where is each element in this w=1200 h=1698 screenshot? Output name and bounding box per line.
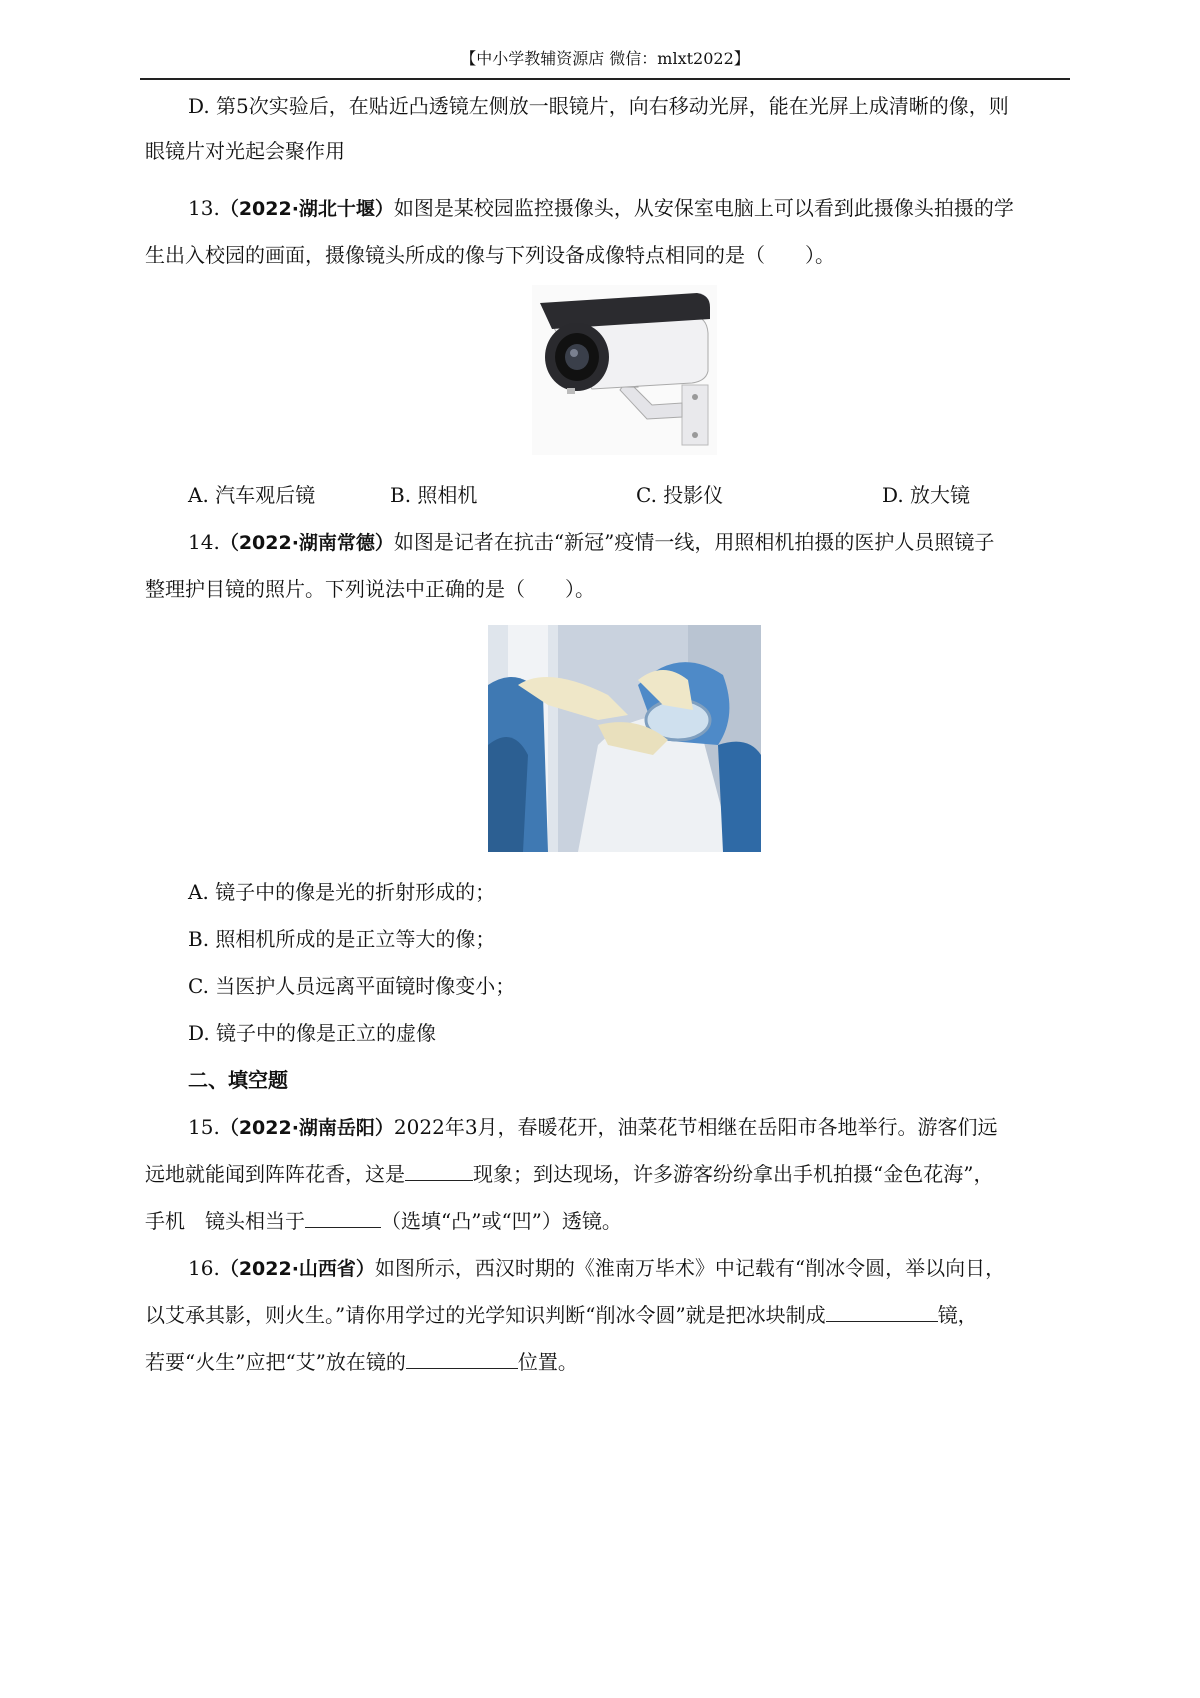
q13-source: （2022·湖北十堰）	[219, 198, 394, 220]
q15-line3-b: （选填“凸”或“凹”）透镜。	[381, 1209, 622, 1233]
q16-line2-b: 镜，	[937, 1303, 978, 1327]
medical-staff-photo	[488, 625, 761, 852]
q13-line1	[188, 193, 1014, 224]
q13-option-a: A. 汽车观后镜	[188, 483, 316, 507]
q16-number: 16.	[188, 1256, 220, 1280]
q16-line1	[188, 1253, 1005, 1284]
q14-option-c: C. 当医护人员远离平面镜时像变小；	[188, 974, 516, 998]
q16-line3	[145, 1347, 578, 1377]
q15-line1	[188, 1112, 998, 1143]
q13-option-c: C. 投影仪	[636, 483, 724, 507]
q13-option-d: D. 放大镜	[882, 483, 971, 507]
q16-stem: 如图所示，西汉时期的《淮南万毕术》中记载有“削冰令圆，举以向日，	[374, 1256, 1006, 1280]
q15-stem: 2022年3月，春暖花开，油菜花节相继在岳阳市各地举行。游客们远	[393, 1115, 998, 1139]
q16-line2-a: 以艾承其影，则火生。”请你用学过的光学知识判断“削冰令圆”就是把冰块制成	[145, 1303, 826, 1327]
q15-number: 15.	[188, 1115, 220, 1139]
q15-line2-a: 远地就能闻到阵阵花香，这是	[145, 1162, 405, 1186]
q16-blank-2[interactable]	[406, 1348, 518, 1369]
q16-line3-b: 位置。	[517, 1350, 578, 1374]
page-header	[140, 48, 1070, 80]
q16-line3-a: 若要“火生”应把“艾”放在镜的	[145, 1350, 406, 1374]
header-text: 【中小学教辅资源店 微信：mlxt2022】	[460, 49, 750, 68]
q15-line3	[145, 1206, 622, 1236]
q14-stem: 如图是记者在抗击“新冠”疫情一线，用照相机拍摄的医护人员照镜子	[393, 530, 995, 554]
q15-blank-2[interactable]	[305, 1207, 381, 1228]
q13-line2: 生出入校园的画面，摄像镜头所成的像与下列设备成像特点相同的是（ ）。	[145, 243, 835, 267]
q13-option-b: B. 照相机	[390, 483, 478, 507]
q15-line2	[145, 1159, 993, 1189]
q16-line2	[145, 1300, 978, 1330]
q14-source: （2022·湖南常德）	[219, 532, 394, 554]
section-title: 二、填空题	[188, 1068, 288, 1092]
security-camera-image	[532, 285, 717, 455]
q14-number: 14.	[188, 530, 220, 554]
q15-line3-a: 手机 镜头相当于	[145, 1209, 305, 1233]
q15-blank-1[interactable]	[405, 1160, 473, 1181]
q15-source: （2022·湖南岳阳）	[219, 1117, 394, 1139]
q16-blank-1[interactable]	[826, 1301, 938, 1322]
q13-number: 13.	[188, 196, 220, 220]
q14-option-a: A. 镜子中的像是光的折射形成的；	[188, 880, 496, 904]
q13-stem: 如图是某校园监控摄像头，从安保室电脑上可以看到此摄像头拍摄的学	[393, 196, 1014, 220]
q12-option-d-line1: D. 第5次实验后，在贴近凸透镜左侧放一眼镜片，向右移动光屏，能在光屏上成清晰的像，则	[188, 94, 1009, 118]
q15-line2-b: 现象；到达现场，许多游客纷纷拿出手机拍摄“金色花海”，	[473, 1162, 994, 1186]
q12-option-d-line2: 眼镜片对光起会聚作用	[145, 139, 345, 163]
q16-source: （2022·山西省）	[219, 1258, 375, 1280]
q14-option-b: B. 照相机所成的是正立等大的像；	[188, 927, 496, 951]
q14-line1	[188, 527, 994, 558]
q14-line2: 整理护目镜的照片。下列说法中正确的是（ ）。	[145, 577, 595, 601]
q14-option-d: D. 镜子中的像是正立的虚像	[188, 1021, 437, 1045]
